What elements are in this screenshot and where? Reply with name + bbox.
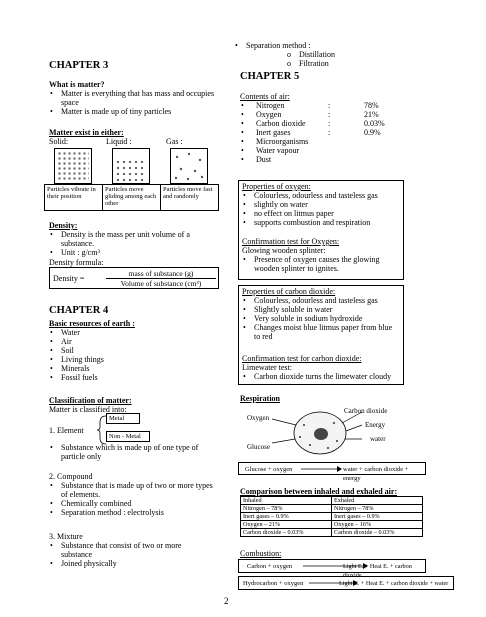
resp-water-label: water	[370, 435, 386, 443]
solid-particles-diagram	[54, 148, 92, 184]
resp-glucose-label: Glucose	[247, 443, 270, 451]
respiration-equation-box	[238, 462, 426, 482]
page-number: 2	[224, 596, 229, 606]
co2-properties-list	[242, 296, 400, 341]
chapter-3-title: CHAPTER 3	[49, 60, 109, 71]
oxygen-properties-box	[238, 180, 404, 280]
state-solid-label: Solid:	[49, 137, 69, 146]
list-item: • Water	[49, 328, 219, 337]
element-label: 1. Element	[49, 426, 84, 435]
list-item: • Inert gases : 0.9%	[241, 128, 381, 137]
list-item: • Dust	[241, 155, 272, 164]
resp-eq-left: Glucose + oxygen	[245, 466, 293, 473]
chapter-5-title: CHAPTER 5	[240, 71, 300, 82]
non-metal-box: Non - Metal	[106, 431, 150, 442]
air-contents-list	[240, 101, 430, 164]
classification-heading: Classification of matter:	[49, 396, 132, 405]
list-item: • Unit : g/cm³	[49, 248, 219, 257]
classification-sub: Matter is classified into:	[49, 405, 127, 414]
mixture-label: 3. Mixture	[49, 532, 83, 541]
comb1-left: Carbon + oxygen	[247, 563, 293, 570]
resp-energy-label: Energy	[365, 421, 386, 429]
oxygen-test-list	[242, 255, 397, 273]
list-item: • Carbon dioxide turns the limewater cloudy	[242, 372, 402, 381]
resp-eq-right: water + carbon dioxide + energy	[343, 466, 409, 482]
list-item: • Fossil fuels	[49, 373, 219, 382]
resources-heading: Basic resources of earth :	[49, 319, 135, 328]
density-formula-box	[49, 267, 219, 289]
list-item: • slightly on water	[242, 200, 402, 209]
list-item: • Oxygen : 21%	[241, 110, 379, 119]
list-item: • Living things	[49, 355, 219, 364]
oxygen-properties-heading: Properties of oxygen:	[242, 182, 311, 191]
table-row: Oxygen – 21% Oxygen – 16%	[241, 521, 423, 529]
list-item: • Density is the mass per unit volume of a substance.	[49, 230, 219, 248]
list-item: • Substance that is made up of two or more types of elements.	[49, 481, 214, 499]
oxygen-properties-list	[242, 191, 402, 227]
gas-particles-diagram	[170, 148, 208, 184]
list-item: • Very soluble in sodium hydroxide	[242, 314, 400, 323]
state-liquid-label: Liquid :	[106, 137, 132, 146]
list-item: • Colourless, odourless and tasteless gas	[242, 191, 402, 200]
sep-item-distillation: o Distillation	[287, 50, 335, 59]
list-item: • Slightly soluble in water	[242, 305, 400, 314]
co2-test-sub: Limewater test:	[242, 363, 292, 372]
chapter-4-title: CHAPTER 4	[49, 305, 109, 316]
solid-caption: Particles vibrate in their position	[44, 184, 103, 211]
table-row: Inert gases – 0.9% Inert gases – 0.9%	[241, 513, 423, 521]
list-item: • Colourless, odourless and tasteless gas	[242, 296, 400, 305]
comparison-heading: Comparison between inhaled and exhaled air:	[240, 487, 398, 496]
matter-points	[49, 89, 219, 116]
compound-points	[49, 481, 214, 517]
list-item: • Presence of oxygen causes the glowing wooden splinter to ignites.	[242, 255, 397, 273]
combustion-heading: Combustion:	[240, 549, 282, 558]
oxygen-test-sub: Glowing wooden splinter:	[242, 246, 326, 255]
list-item: • Nitrogen : 78%	[241, 101, 379, 110]
resp-co2-label: Carbon dioxide	[344, 407, 388, 415]
list-item: • Water vapour	[241, 146, 300, 155]
list-item: • no effect on litmus paper	[242, 209, 402, 218]
resources-list	[49, 328, 219, 382]
co2-properties-box	[238, 285, 404, 385]
list-item: • Substance that consist of two or more substance	[49, 541, 214, 559]
gas-caption: Particles move fast and randomly	[160, 184, 219, 211]
table-row: Inhaled Exhaled	[241, 497, 423, 505]
density-points	[49, 230, 219, 257]
list-item: • Matter is everything that has mass and occupies space	[49, 89, 219, 107]
comb2-right: Light E. + Heat E. + carbon dioxide + water	[339, 580, 449, 587]
comb1-right: Light E. + Heat E. + carbon dioxide	[343, 563, 412, 579]
comb2-left: Hydrocarbon + oxygen	[243, 580, 304, 587]
formula-numerator: mass of substance (g)	[106, 269, 216, 279]
list-item: • Air	[49, 337, 219, 346]
gas-dots	[171, 149, 207, 183]
arrow-right-icon	[301, 465, 343, 473]
table-row: Carbon dioxide – 0.03% Carbon dioxide – 0.03%	[241, 529, 423, 537]
list-item: • Separation method :	[234, 41, 414, 50]
list-item: • Separation method : electrolysis	[49, 508, 214, 517]
matter-exist-heading: Matter exist in either:	[49, 128, 124, 137]
liquid-caption: Particles move gliding among each other	[102, 184, 161, 211]
metal-box: Metal	[106, 413, 140, 424]
list-item: • supports combustion and respiration	[242, 218, 402, 227]
formula-lhs: Density =	[53, 274, 85, 283]
comparison-table	[240, 496, 423, 537]
separation-method	[234, 41, 414, 50]
sep-item-filtration: o Filtration	[287, 59, 329, 68]
combustion-eq-1	[238, 559, 426, 579]
co2-test-list	[242, 372, 402, 381]
list-item: • Joined physically	[49, 559, 214, 568]
formula-denominator: Volume of substance (cm³)	[120, 279, 202, 288]
resp-oxygen-label: Oxygen	[247, 414, 270, 422]
mixture-points	[49, 541, 214, 568]
element-points	[49, 443, 214, 461]
oxygen-test-heading: Confirmation test for Oxygen:	[242, 237, 340, 246]
state-gas-label: Gas :	[166, 137, 183, 146]
list-item: • Soil	[49, 346, 219, 355]
list-item: • Microorganisms	[241, 137, 309, 146]
co2-test-heading: Confirmation test for carbon dioxide:	[242, 354, 362, 363]
compound-label: 2. Compound	[49, 472, 93, 481]
respiration-heading: Respiration	[240, 394, 280, 403]
co2-properties-heading: Properties of carbon dioxide:	[242, 287, 336, 296]
air-contents-heading: Contents of air:	[240, 92, 290, 101]
list-item: • Changes moist blue litmus paper from blue to red	[242, 323, 400, 341]
what-is-matter-heading: What is matter?	[49, 80, 105, 89]
list-item: • Carbon dioxide : 0.03%	[241, 119, 385, 128]
list-item: • Chemically combined	[49, 499, 214, 508]
table-row: Nitrogen – 78% Nitrogen – 78%	[241, 505, 423, 513]
list-item: • Substance which is made up of one type of particle only	[49, 443, 214, 461]
list-item: • Matter is made up of tiny particles	[49, 107, 219, 116]
list-item: • Minerals	[49, 364, 219, 373]
density-formula-label: Density formula:	[49, 258, 104, 267]
density-heading: Density:	[49, 221, 78, 230]
combustion-eq-2	[238, 576, 454, 590]
liquid-particles-diagram	[112, 148, 150, 184]
